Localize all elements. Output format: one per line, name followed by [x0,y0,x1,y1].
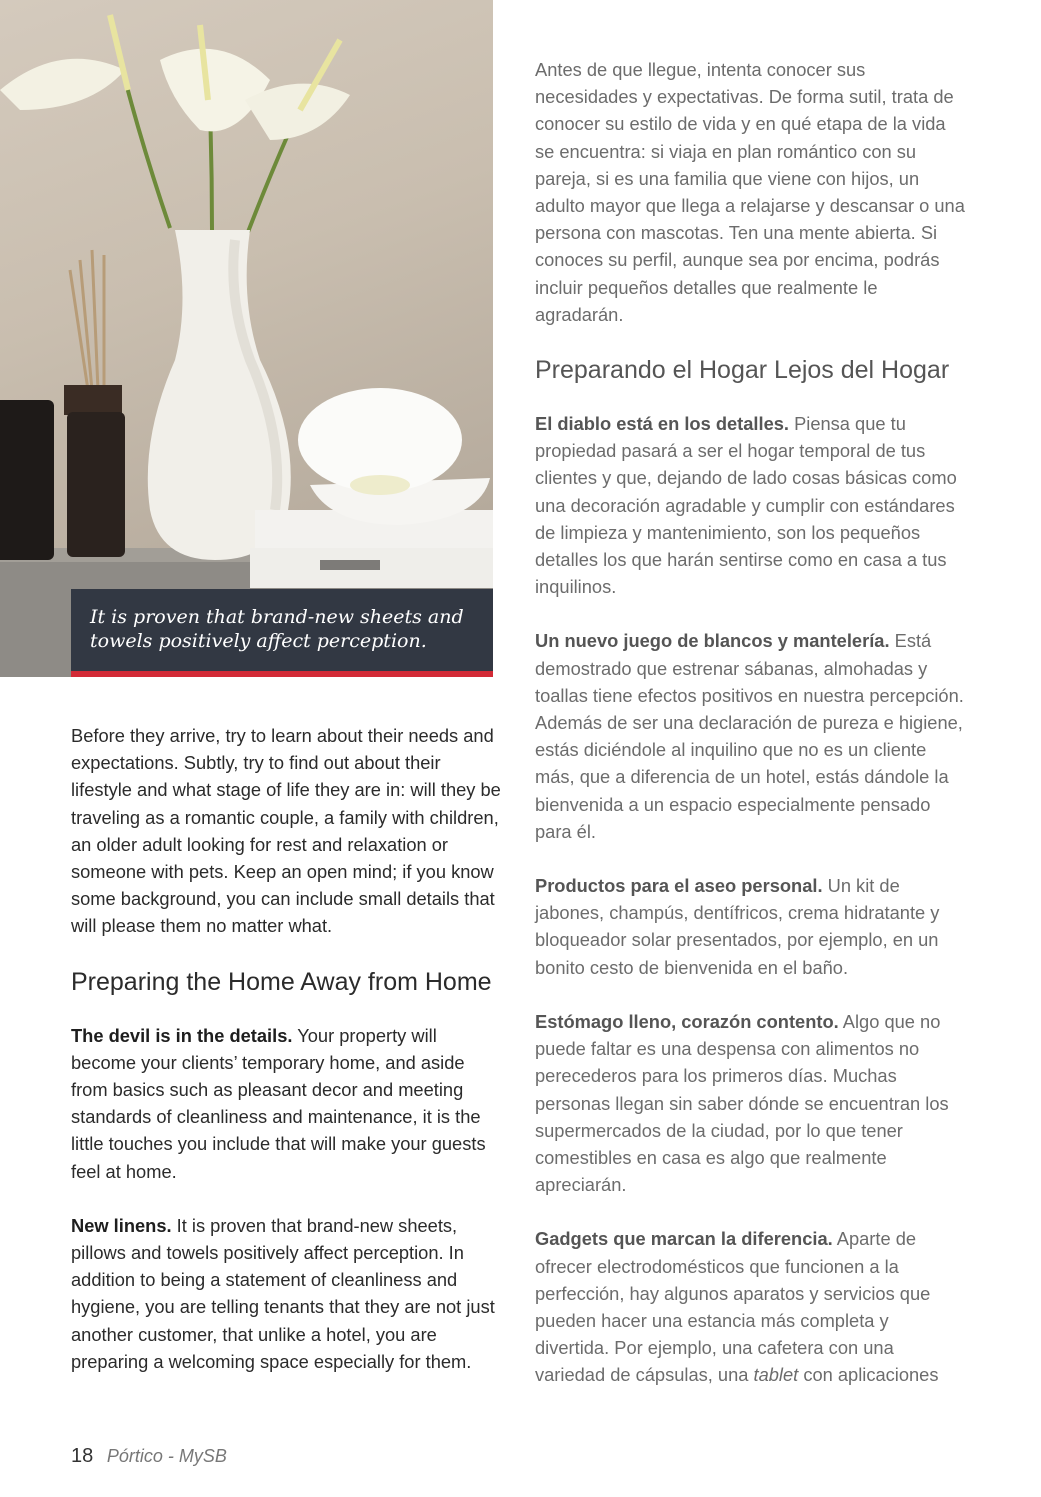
paragraph-lead: Un nuevo juego de blancos y mantelería. [535,630,890,652]
paragraph-lead: New linens. [71,1214,172,1236]
english-heading: Preparing the Home Away from Home [71,967,492,996]
publication-name: Pórtico - MySB [106,1446,227,1466]
spanish-heading: Preparando el Hogar Lejos del Hogar [535,356,950,385]
paragraph-italic: tablet [753,1364,799,1386]
paragraph-lead: El diablo está en los detalles. [535,413,789,435]
paragraph-body: Un kit de jabones, champús, dentífricos, crema hidratante y bloqueador solar presentados, por ejemplo, en un bonito cesto de bienvenida en el baño. [535,875,940,978]
photo-caption: It is proven that brand-new sheets and towels positively affect perception. [90,606,464,652]
paragraph-lead: Estómago lleno, corazón contento. [535,1010,839,1032]
paragraph-body: Algo que no puede faltar es una despensa con alimentos no perecederos para los primeros días. Muchas personas llegan sin saber dónde se encuentran los supermercados de la ciudad, por lo que tener comestibles en casa es algo que realmente apreciarán. [535,1010,949,1196]
paragraph-body: Aparte de ofrecer electrodomésticos que funcionen a la perfección, hay algunos aparatos y servicios que pueden hacer una estancia más completa y divertida. Por ejemplo, una cafetera con una variedad de cápsulas, una [535,1228,931,1386]
page-footer [71,1445,227,1468]
photo-illustration [0,0,493,677]
spanish-paragraph-blancos [535,627,967,845]
page-number: 18 [71,1445,94,1467]
paragraph-body: Your property will become your clients’ temporary home, and aside from basics such as pleasant decor and meeting standards of cleanliness and maintenance, it is the little touches you include that will make your guests feel at home. [71,1024,486,1182]
paragraph-lead: The devil is in the details. [71,1024,293,1046]
paragraph-body: Piensa que tu propiedad pasará a ser el hogar temporal de tus clientes y que, dejando de lado cosas básicas como una decoración agradable y cumplir con estándares de limpieza y mantenimiento, son los pequeños detalles los que harán sentirse como en casa a tus inquilinos. [535,413,957,598]
paragraph-lead: Gadgets que marcan la diferencia. [535,1228,833,1250]
english-intro: Before they arrive, try to learn about their needs and expectations. Subtly, try to find out about their lifestyle and what stage of life they are in: will they be traveling as a romantic couple, a family with children, an older adult looking for rest and relaxation or someone with pets. Keep an open mind; if you know some background, you can include small details that will please them no matter what. [71,725,501,937]
photo-caption-box [71,589,493,671]
spanish-intro: Antes de que llegue, intenta conocer sus necesidades y expectativas. De forma sutil, trata de conocer su estilo de vida y en qué etapa de la vida se encuentra: si viaja en plan romántico con su pareja, si es una familia que viene con hijos, un adulto mayor que llega a relajarse y descansar o una persona con mascotas. Ten una mente abierta. Si conoces su perfil, aunque sea por encima, podrás incluir pequeños detalles que realmente le agradarán. [535,59,965,325]
photo-vase-towels [0,0,493,677]
english-paragraph-linens [71,1212,501,1375]
paragraph-body: It is proven that brand-new sheets, pillows and towels positively affect perception. In addition to being a statement of cleanliness and hygiene, you are telling tenants that they are not just another customer, that unlike a hotel, you are preparing a welcoming space especially for them. [71,1214,495,1372]
paragraph-body: Está demostrado que estrenar sábanas, almohadas y toallas tiene efectos positivos en nuestra percepción. Además de ser una declaración de pureza e higiene, estás diciéndole al inquilino que no es un cliente más, que a diferencia de un hotel, estás dándole la bienvenida a un espacio especialmente pensado para él. [535,630,964,842]
english-paragraph-details [71,1022,501,1185]
spanish-paragraph-detalles [535,410,967,600]
caption-accent-bar [71,671,493,677]
paragraph-lead: Productos para el aseo personal. [535,875,823,897]
spanish-paragraph-aseo [535,872,967,981]
spanish-paragraph-gadgets [535,1225,967,1388]
spanish-paragraph-estomago [535,1008,967,1198]
paragraph-body: con aplicaciones [798,1364,939,1386]
spanish-column [535,56,967,1416]
english-column [71,722,501,1402]
